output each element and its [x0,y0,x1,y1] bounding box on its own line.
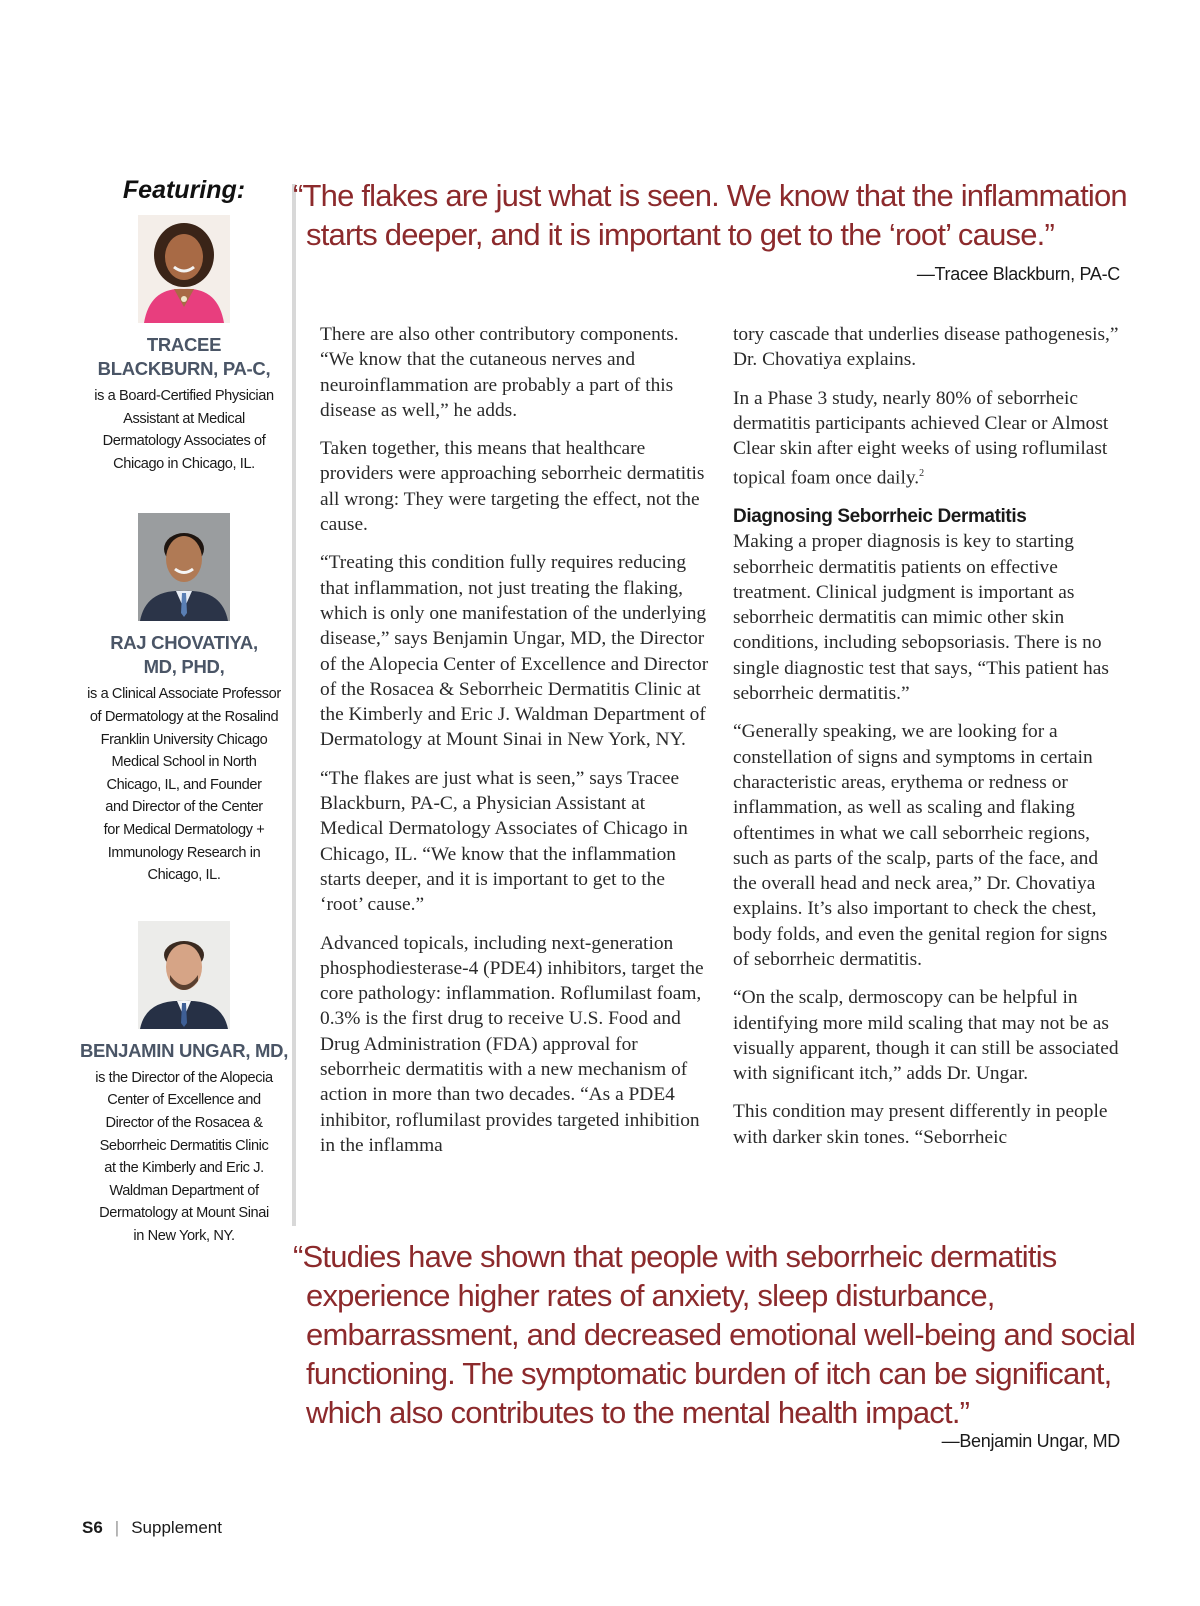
person-name: TRACEE BLACKBURN, PA-C, [97,334,271,379]
body-column-right [733,322,1125,1163]
paragraph: This condition may present differently in people with darker skin tones. “Seborrheic [733,1101,1108,1148]
person-name: RAJ CHOVATIYA, MD, PHD, [110,632,258,678]
paragraph: Making a proper diagnosis is key to starting seborrheic dermatitis patients on effective treatment. Clinical judgment is important as seborrheic dermatitis can mimic other skin conditions, including sebopsoriasis. There is no single diagnostic test that says, “This patient has seborrheic dermatitis.” [733,531,1109,705]
paragraph: Advanced topicals, including next-generation phosphodiesterase-4 (PDE4) inhibitors, target the core pathology: inflammation. Roflumilast foam, 0.3% is the first drug to receive U.S. Food and Drug Administration (FDA) approval for seborrheic dermatitis with a new mechanism of action in more than two decades. “As a PDE4 inhibitor, roflumilast provides targeted inhibition in the inflamma [320,932,704,1156]
pull-quote-top-attribution: —Tracee Blackburn, PA-C [916,264,1120,284]
featuring-label: Featuring: [122,176,246,204]
paragraph: Taken together, this means that healthcare providers were approaching seborrheic dermatitis all wrong: They were targeting the effect, not the cause. [320,438,705,536]
paragraph: “Generally speaking, we are looking for a constellation of signs and symptoms in certain characteristic areas, erythema or redness or inflammation, as well as scaling and flaking oftentimes in what we call seborrheic regions, such as parts of the scalp, parts of the face, and the overall head and neck area,” Dr. Chovatiya explains. It’s also important to check the chest, body folds, and even the genital region for signs of seborrheic dermatitis. [733,721,1108,970]
paragraph: “Treating this condition fully requires reducing that inflammation, not just treating the flaking, which is only one manifestation of the underlying disease,” says Benjamin Ungar, MD, the Director of the Alopecia Center of Excellence and Director of the Rosacea & Seborrheic Dermatitis Clinic at the Kimberly and Eric J. Waldman Department of Dermatology at Mount Sinai in New York, NY. [320,552,709,751]
body-column-left [320,322,712,1171]
person-bio: is a Clinical Associate Professor of Dermatology at the Rosalind Franklin University Chicago Medical School in North Chicago, IL, and Founder and Director of the Center for Medical Dermatology + Immunology Research in Chicago, IL. [87,686,281,884]
footer-separator: | [114,1518,120,1537]
photo-benjamin-ungar [138,921,230,1029]
section-name: Supplement [131,1518,222,1537]
person-bio: is the Director of the Alopecia Center of Excellence and Director of the Rosacea & Seborrheic Dermatitis Clinic at the Kimberly and Eric J. Waldman Department of Dermatology at Mount Sinai in New York, NY. [95,1069,273,1244]
person-name: BENJAMIN UNGAR, MD, [79,1039,289,1061]
paragraph: tory cascade that underlies disease pathogenesis,” Dr. Chovatiya explains. [733,324,1119,371]
featuring-sidebar [78,176,290,1247]
pull-quote-bottom-attribution: —Benjamin Ungar, MD [941,1431,1120,1451]
section-subhead: Diagnosing Seborrheic Dermatitis [733,506,1027,528]
page-footer [82,1518,222,1538]
pull-quote-top: “The flakes are just what is seen. We know that the inflammation starts deeper, and it is important to get to the ‘root’ cause.” [293,178,1127,252]
page-number: S6 [82,1518,103,1537]
person-bio: is a Board-Certified Physician Assistant at Medical Dermatology Associates of Chicago in Chicago, IL. [94,388,274,472]
paragraph: In a Phase 3 study, nearly 80% of seborrheic dermatitis participants achieved Clear or Almost Clear skin after eight weeks of using roflumilast topical foam once daily.$^2$ [733,387,1109,489]
reference-superscript: 2 [919,468,925,480]
photo-tracee-blackburn [138,215,230,323]
photo-raj-chovatiya [138,513,230,621]
vertical-divider [292,184,296,1226]
paragraph: There are also other contributory components. “We know that the cutaneous nerves and neuroinflammation are probably a part of this disease as well,” he adds. [320,324,679,421]
paragraph: “On the scalp, dermoscopy can be helpful in identifying more mild scaling that may not be as visually apparent, though it can still be associated with significant itch,” adds Dr. Ungar. [733,987,1119,1085]
paragraph: “The flakes are just what is seen,” says Tracee Blackburn, PA-C, a Physician Assistant at Medical Dermatology Associates of Chicago in Chicago, IL. “We know that the inflammation starts deeper, and it is important to get to the ‘root’ cause.” [320,767,688,916]
pull-quote-bottom: “Studies have shown that people with seborrheic dermatitis experience higher rates of anxiety, sleep disturbance, embarrassment, and decreased emotional well-being and social functioning. The symptomatic burden of itch can be significant, which also contributes to the mental health impact.” [293,1239,1136,1430]
